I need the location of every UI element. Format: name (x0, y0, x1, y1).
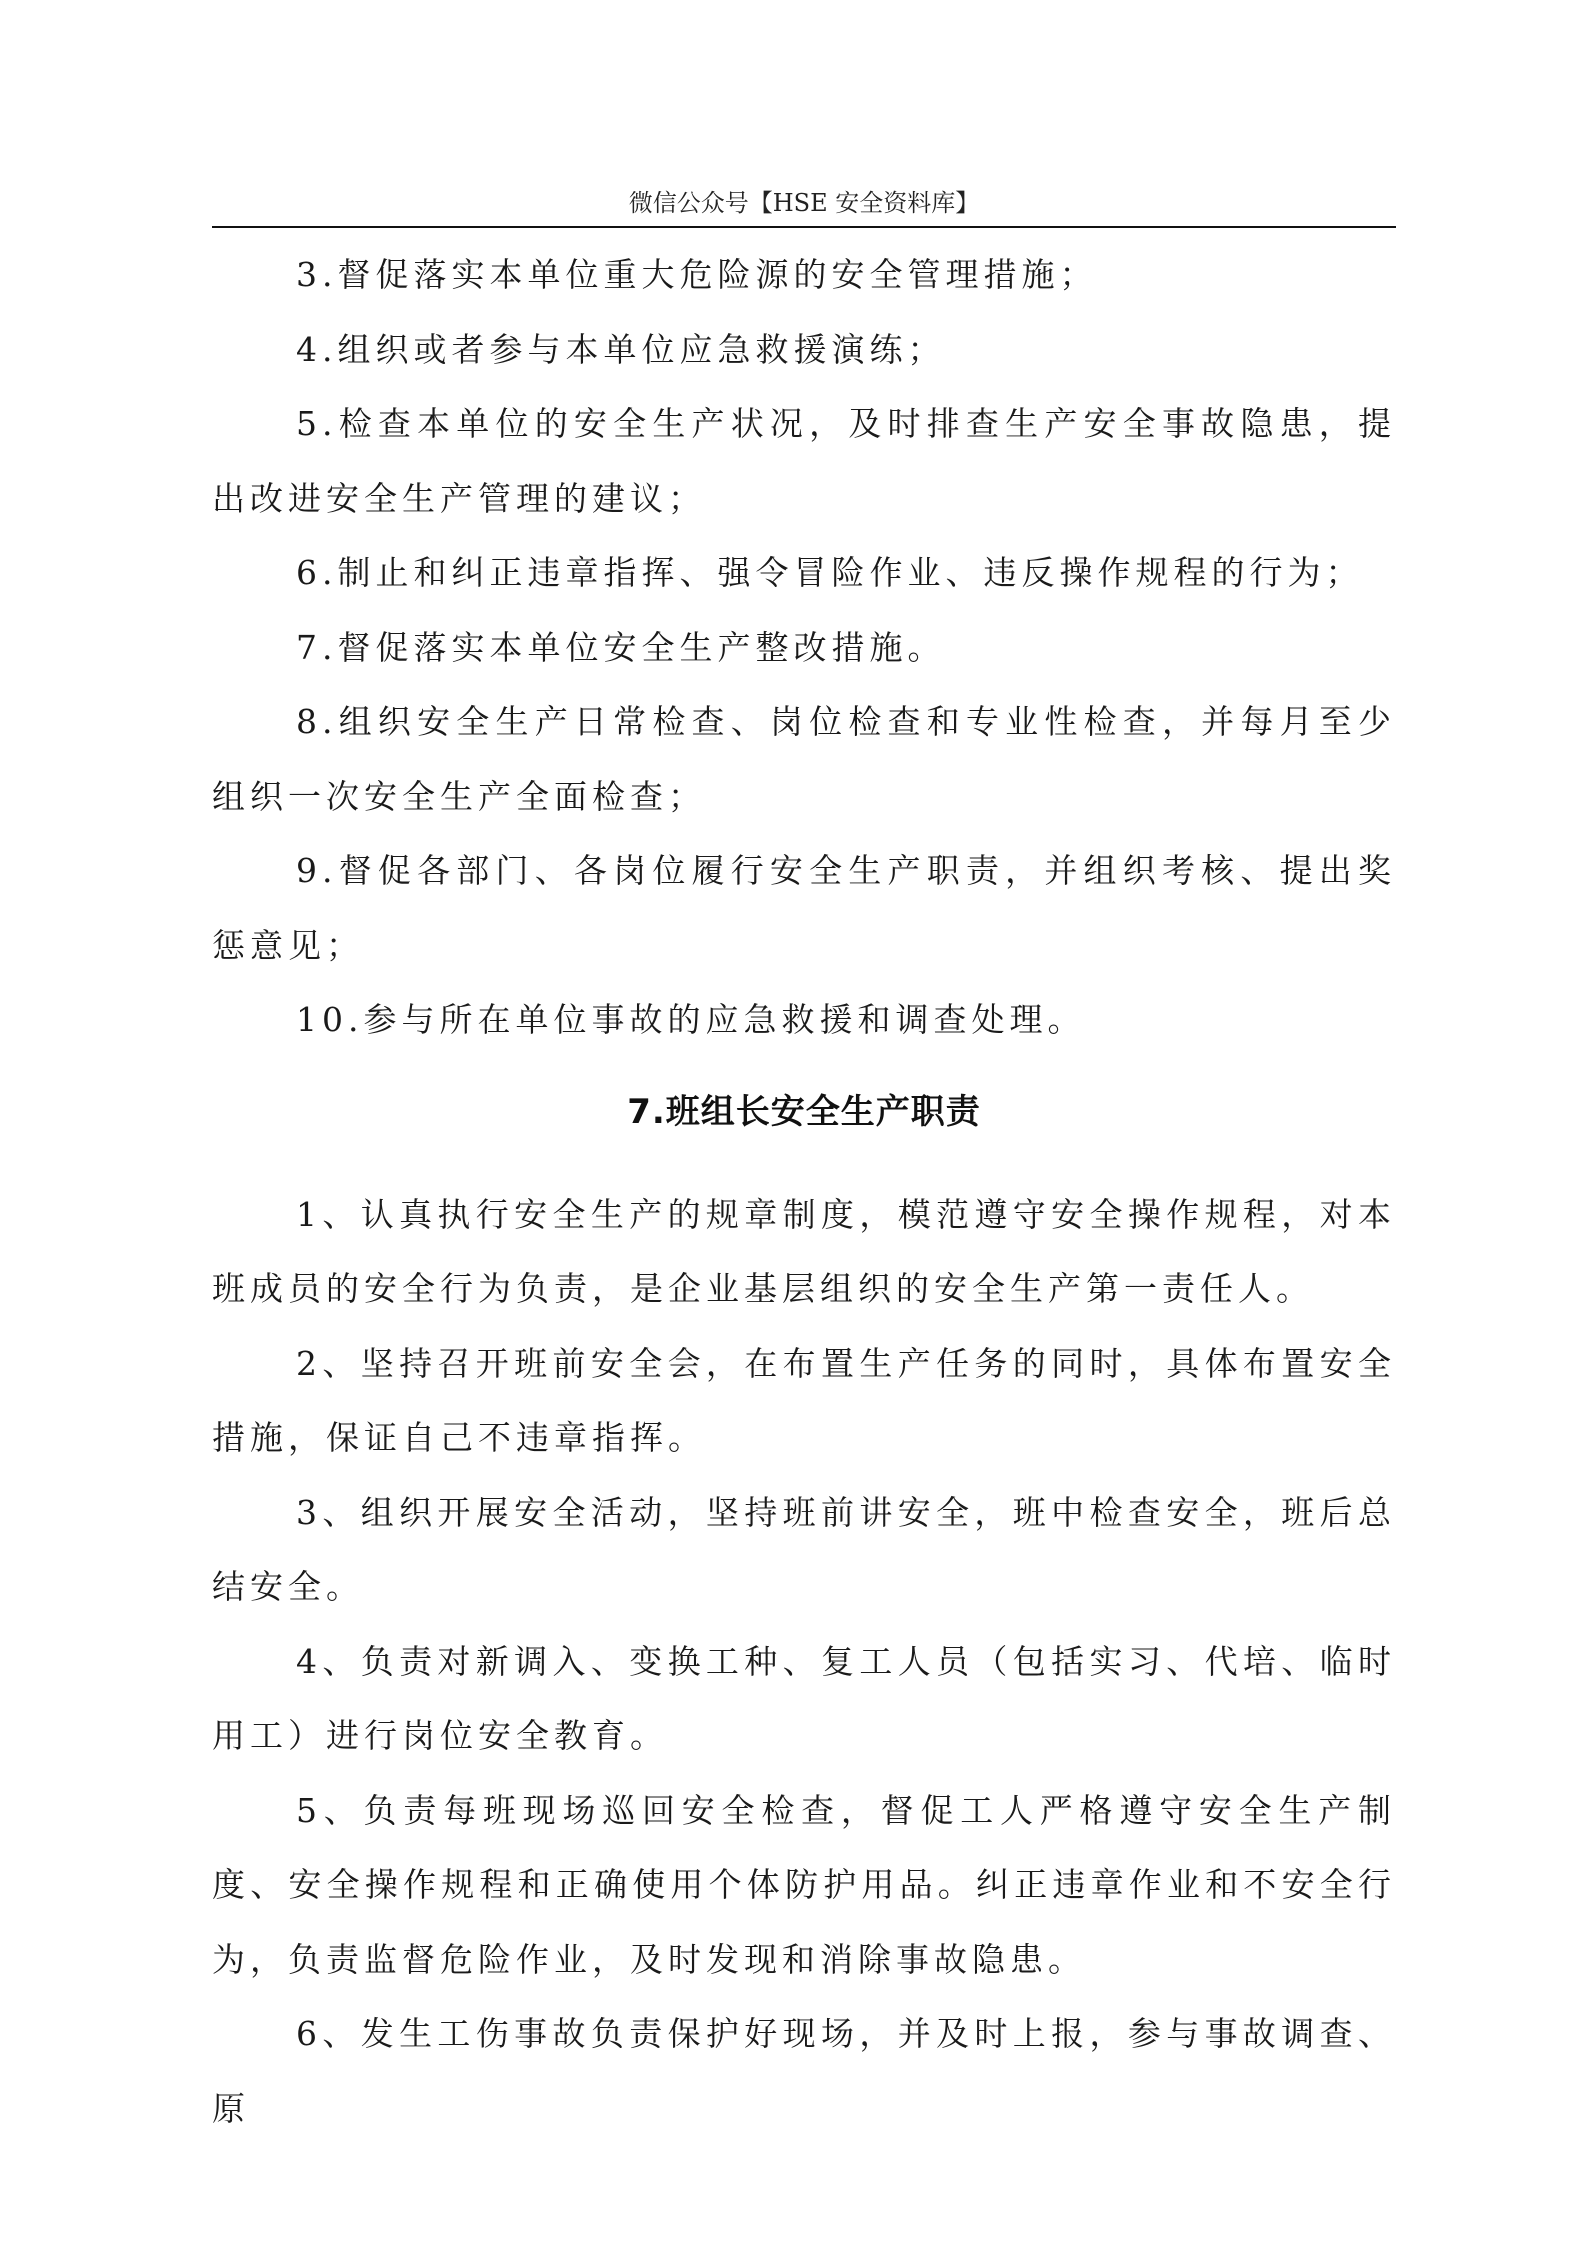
list-item: 9.督促各部门、各岗位履行安全生产职责，并组织考核、提出奖惩意见； (212, 851, 1396, 965)
list-item: 10.参与所在单位事故的应急救援和调查处理。 (296, 1000, 1086, 1039)
list-item: 4、负责对新调入、变换工种、复工人员（包括实习、代培、临时用工）进行岗位安全教育。 (212, 1641, 1396, 1755)
list-item: 4.组织或者参与本单位应急救援演练； (296, 329, 946, 369)
section-heading: 7.班组长安全生产职责 (627, 1091, 981, 1132)
document-body (212, 238, 1396, 2146)
list-item: 5、负责每班现场巡回安全检查，督促工人严格遵守安全生产制度、安全操作规程和正确使用个体防护用品。纠正违章作业和不安全行为，负责监督危险作业，及时发现和消除事故隐患。 (212, 1790, 1396, 1979)
list-item: 2、坚持召开班前安全会，在布置生产任务的同时，具体布置安全措施，保证自己不违章指挥。 (212, 1343, 1396, 1457)
page-header: 微信公众号【HSE 安全资料库】 (628, 189, 980, 217)
list-item: 3.督促落实本单位重大危险源的安全管理措施； (296, 255, 1098, 294)
list-item: 6.制止和纠正违章指挥、强令冒险作业、违反操作规程的行为； (296, 553, 1364, 592)
header-divider (212, 226, 1396, 228)
list-item: 6、发生工伤事故负责保护好现场，并及时上报，参与事故调查、原 (212, 2014, 1396, 2128)
list-item: 7.督促落实本单位安全生产整改措施。 (296, 627, 946, 667)
list-item: 8.组织安全生产日常检查、岗位检查和专业性检查，并每月至少组织一次安全生产全面检查； (212, 702, 1396, 816)
list-item: 5.检查本单位的安全生产状况，及时排查生产安全事故隐患，提出改进安全生产管理的建议； (212, 404, 1396, 518)
list-item: 3、组织开展安全活动，坚持班前讲安全，班中检查安全，班后总结安全。 (212, 1492, 1396, 1606)
list-item: 1、认真执行安全生产的规章制度，模范遵守安全操作规程，对本班成员的安全行为负责，是企业基层组织的安全生产第一责任人。 (212, 1194, 1396, 1308)
